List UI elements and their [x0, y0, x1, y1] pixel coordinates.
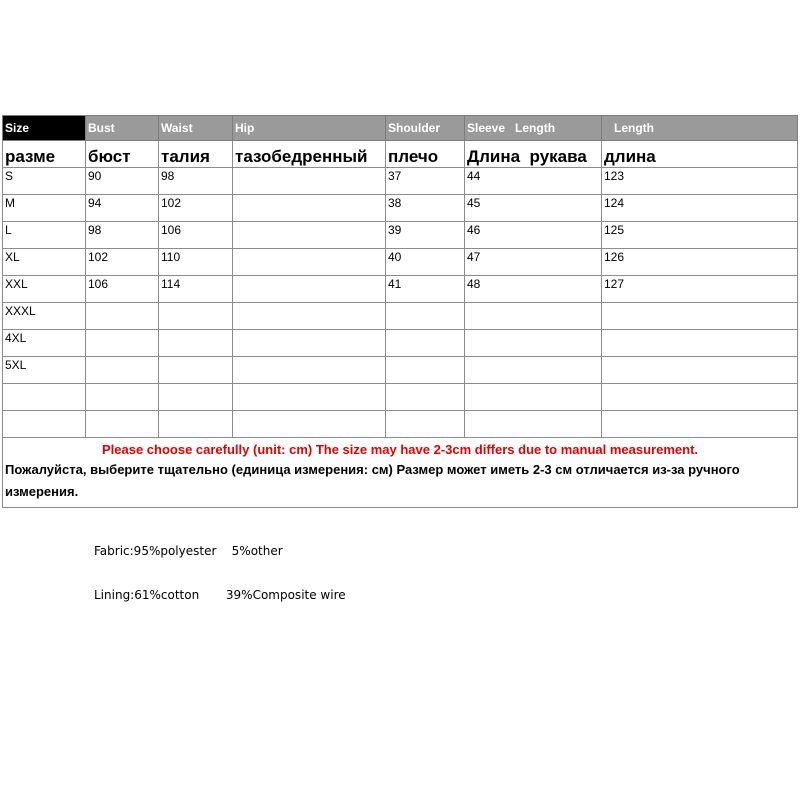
header-row-ru: [3, 141, 798, 168]
table-row: [3, 330, 798, 357]
cell-waist: [159, 303, 233, 330]
header-waist: Waist: [159, 116, 233, 141]
cell-waist: 98: [159, 168, 233, 195]
cell-size: S: [3, 168, 86, 195]
cell-hip: [233, 168, 386, 195]
cell-waist: [159, 357, 233, 384]
cell-waist: 110: [159, 249, 233, 276]
header-bust: Bust: [86, 116, 159, 141]
cell-waist: 106: [159, 222, 233, 249]
cell-hip: [233, 411, 386, 438]
header-ru-size: разме: [3, 141, 86, 168]
table-row: [3, 276, 798, 303]
cell-bust: 98: [86, 222, 159, 249]
cell-length: [602, 303, 798, 330]
cell-sleeve-length: [465, 411, 602, 438]
header-ru-bust: бюст: [86, 141, 159, 168]
table-row: [3, 168, 798, 195]
cell-size: [3, 384, 86, 411]
header-sleeve-length: Sleeve Length: [465, 116, 602, 141]
cell-bust: 106: [86, 276, 159, 303]
cell-bust: [86, 357, 159, 384]
header-size: Size: [3, 116, 86, 141]
cell-shoulder: 39: [386, 222, 465, 249]
cell-sleeve-length: [465, 384, 602, 411]
cell-length: [602, 411, 798, 438]
cell-hip: [233, 330, 386, 357]
header-row-en: [3, 116, 798, 141]
header-ru-sleeve-length: Длина рукава: [465, 141, 602, 168]
cell-hip: [233, 357, 386, 384]
cell-shoulder: 41: [386, 276, 465, 303]
notice-cell: [3, 438, 798, 508]
cell-waist: 114: [159, 276, 233, 303]
cell-hip: [233, 384, 386, 411]
cell-sleeve-length: [465, 330, 602, 357]
cell-sleeve-length: 46: [465, 222, 602, 249]
header-ru-length: длина: [602, 141, 798, 168]
notice-row: [3, 438, 798, 508]
table-row: [3, 303, 798, 330]
cell-size: [3, 411, 86, 438]
cell-bust: [86, 384, 159, 411]
cell-sleeve-length: [465, 303, 602, 330]
cell-hip: [233, 222, 386, 249]
cell-shoulder: 38: [386, 195, 465, 222]
table-row: [3, 357, 798, 384]
table-row: [3, 384, 798, 411]
cell-sleeve-length: [465, 357, 602, 384]
cell-shoulder: [386, 411, 465, 438]
cell-hip: [233, 249, 386, 276]
cell-waist: 102: [159, 195, 233, 222]
table-row: [3, 195, 798, 222]
cell-bust: 94: [86, 195, 159, 222]
cell-bust: 102: [86, 249, 159, 276]
cell-bust: 90: [86, 168, 159, 195]
cell-shoulder: [386, 303, 465, 330]
table-row: [3, 249, 798, 276]
cell-size: 4XL: [3, 330, 86, 357]
cell-shoulder: [386, 357, 465, 384]
cell-length: 125: [602, 222, 798, 249]
cell-size: L: [3, 222, 86, 249]
table-row: [3, 222, 798, 249]
cell-waist: [159, 411, 233, 438]
header-length: Length: [602, 116, 798, 141]
size-chart-table: [2, 115, 798, 508]
cell-length: 123: [602, 168, 798, 195]
cell-bust: [86, 411, 159, 438]
cell-sleeve-length: 44: [465, 168, 602, 195]
cell-sleeve-length: 47: [465, 249, 602, 276]
lining-composition: Lining:61%cotton 39%Composite wire: [94, 588, 346, 602]
cell-length: 126: [602, 249, 798, 276]
table-row: [3, 411, 798, 438]
cell-length: [602, 330, 798, 357]
cell-sleeve-length: 45: [465, 195, 602, 222]
cell-shoulder: [386, 384, 465, 411]
cell-length: 127: [602, 276, 798, 303]
notice-english: Please choose carefully (unit: cm) The size may have 2-3cm differs due to manual measurement.: [101, 442, 699, 457]
cell-length: [602, 384, 798, 411]
fabric-composition: Fabric:95%polyester 5%other: [94, 544, 283, 558]
cell-hip: [233, 195, 386, 222]
cell-waist: [159, 330, 233, 357]
cell-bust: [86, 303, 159, 330]
header-shoulder: Shoulder: [386, 116, 465, 141]
cell-shoulder: 40: [386, 249, 465, 276]
cell-hip: [233, 276, 386, 303]
cell-size: XXL: [3, 276, 86, 303]
header-ru-shoulder: плечо: [386, 141, 465, 168]
cell-size: XL: [3, 249, 86, 276]
cell-sleeve-length: 48: [465, 276, 602, 303]
cell-waist: [159, 384, 233, 411]
cell-hip: [233, 303, 386, 330]
cell-bust: [86, 330, 159, 357]
cell-shoulder: 37: [386, 168, 465, 195]
cell-size: 5XL: [3, 357, 86, 384]
header-hip: Hip: [233, 116, 386, 141]
cell-size: XXXL: [3, 303, 86, 330]
cell-length: 124: [602, 195, 798, 222]
cell-shoulder: [386, 330, 465, 357]
cell-length: [602, 357, 798, 384]
header-ru-hip: тазобедренный: [233, 141, 386, 168]
header-ru-waist: талия: [159, 141, 233, 168]
notice-russian: Пожалуйста, выберите тщательно (единица измерения: см) Размер может иметь 2-3 см отличается из-за ручного измерения.: [5, 462, 740, 499]
cell-size: M: [3, 195, 86, 222]
